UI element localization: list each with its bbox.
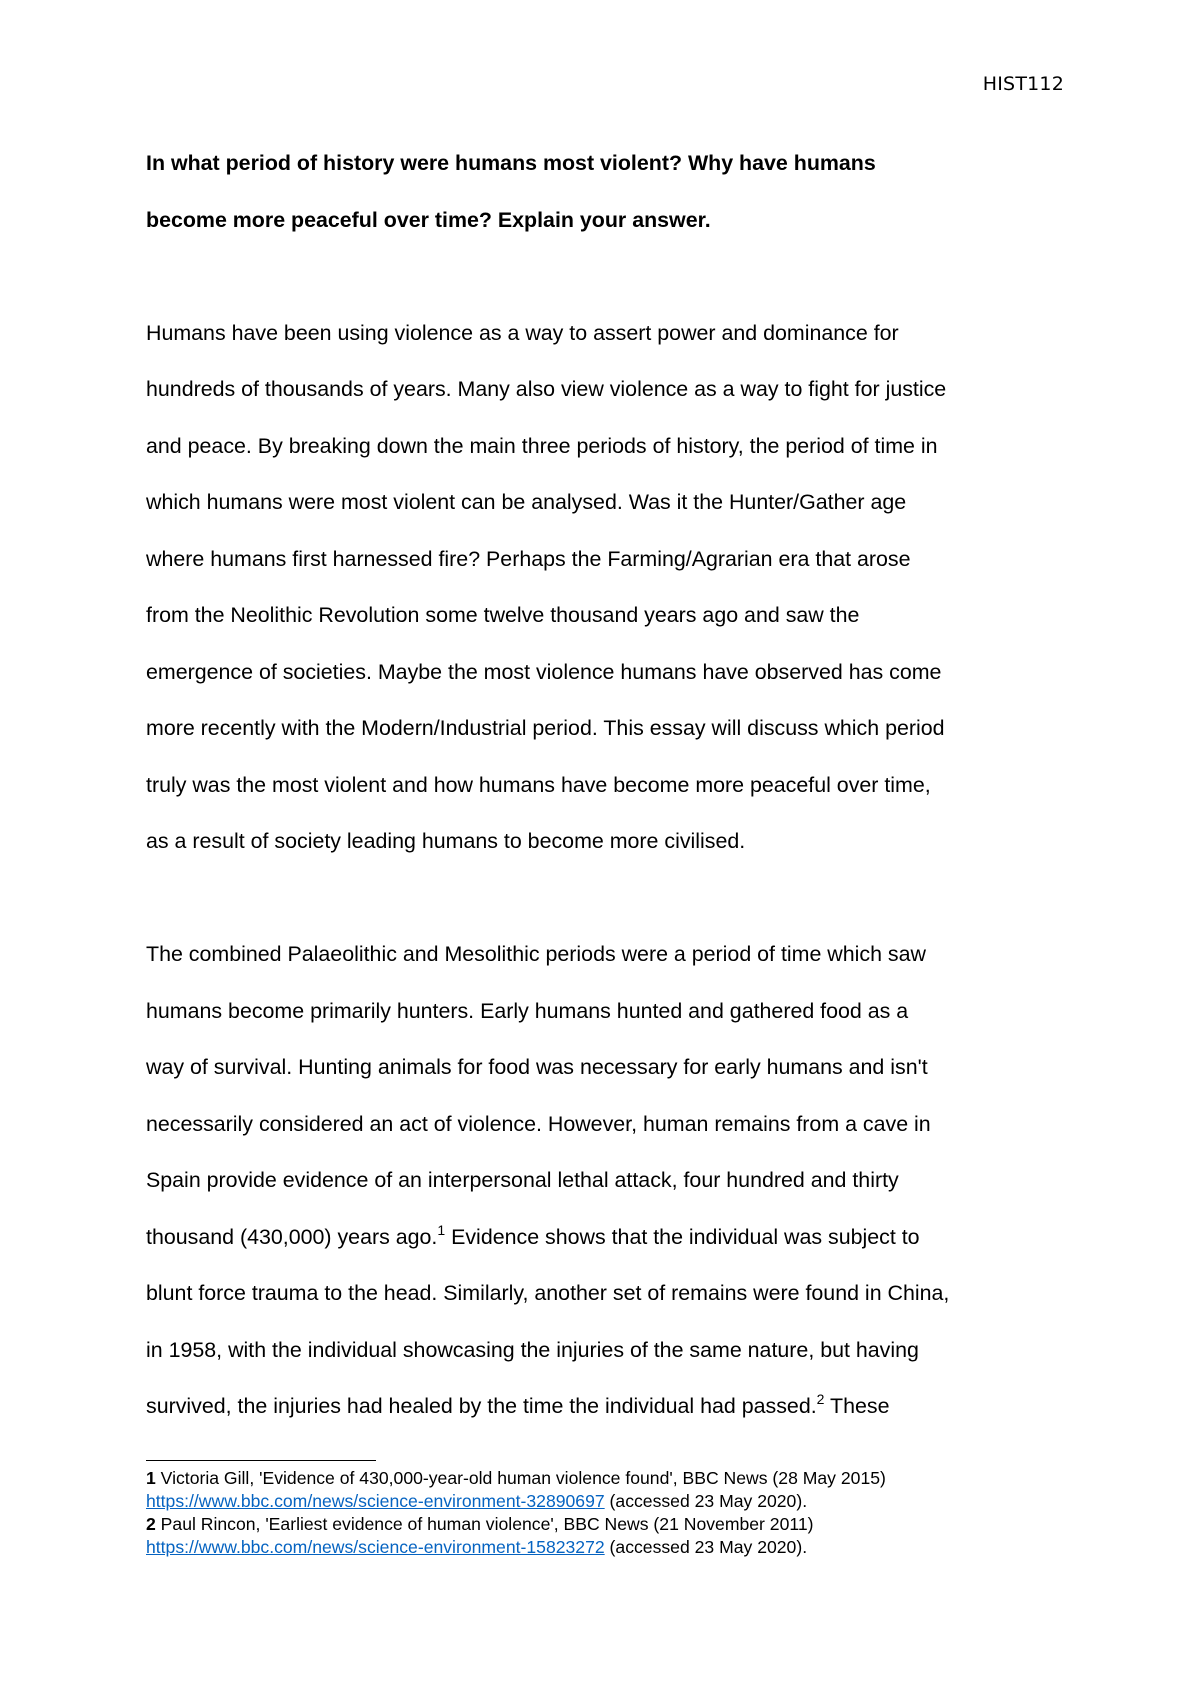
footnote-accessed: (accessed 23 May 2020).	[604, 1491, 808, 1511]
footnote-citation: Paul Rincon, 'Earliest evidence of human violence', BBC News (21 November 2011)	[155, 1514, 814, 1534]
footnote-1-source	[146, 1490, 1066, 1513]
footnote-number: 2	[146, 1514, 156, 1534]
paragraph-line: way of survival. Hunting animals for food was necessary for early humans and isn't	[146, 1055, 928, 1079]
footnote-link[interactable]: https://www.bbc.com/news/science-environment-15823272	[146, 1537, 605, 1557]
footnote-2-source	[146, 1536, 1066, 1559]
footnote-ref-2[interactable]: 2	[816, 1391, 825, 1407]
paragraph-line: in 1958, with the individual showcasing the injuries of the same nature, but having	[146, 1337, 919, 1362]
paragraph-palaeolithic	[146, 926, 1066, 1435]
paragraph-line: Spain provide evidence of an interpersonal lethal attack, four hundred and thirty	[146, 1168, 899, 1192]
footnote-citation: Victoria Gill, 'Evidence of 430,000-year-old human violence found', BBC News (28 May 2015)	[155, 1468, 886, 1488]
paragraph-line: emergence of societies. Maybe the most violence humans have observed has come	[146, 659, 942, 684]
paragraph-line: which humans were most violent can be analysed. Was it the Hunter/Gather age	[146, 490, 907, 514]
paragraph-introduction	[146, 305, 1066, 870]
footnote-ref-1[interactable]: 1	[437, 1221, 446, 1238]
paragraph-line: from the Neolithic Revolution some twelve thousand years ago and saw the	[146, 603, 860, 627]
paragraph-line: truly was the most violent and how humans have become more peaceful over time,	[146, 772, 931, 797]
footnotes	[146, 1467, 1066, 1559]
paragraph-line: survived, the injuries had healed by the time the individual had passed.	[146, 1394, 817, 1418]
footnote-number: 1	[146, 1468, 156, 1488]
footnote-1	[146, 1467, 1066, 1490]
paragraph-line: Evidence shows that the individual was subject to	[445, 1224, 920, 1249]
paragraph-line: more recently with the Modern/Industrial period. This essay will discuss which period	[146, 716, 945, 740]
paragraph-line: thousand (430,000) years ago.	[146, 1224, 438, 1249]
paragraph-line: The combined Palaeolithic and Mesolithic periods were a period of time which saw	[146, 942, 926, 966]
paragraph-line: Humans have been using violence as a way to assert power and dominance for	[146, 320, 899, 345]
paragraph-line: and peace. By breaking down the main three periods of history, the period of time in	[146, 433, 938, 458]
paragraph-line: as a result of society leading humans to become more civilised.	[146, 829, 746, 853]
course-code-header: HIST112	[982, 73, 1064, 95]
footnote-link[interactable]: https://www.bbc.com/news/science-environment-32890697	[146, 1491, 605, 1511]
paragraph-line: necessarily considered an act of violence. However, human remains from a cave in	[146, 1111, 931, 1136]
footnote-2	[146, 1513, 1066, 1536]
essay-question	[146, 135, 1066, 248]
paragraph-line: humans become primarily hunters. Early humans hunted and gathered food as a	[146, 998, 909, 1023]
question-line-2: become more peaceful over time? Explain your answer.	[146, 207, 711, 232]
paragraph-line: where humans first harnessed fire? Perhaps the Farming/Agrarian era that arose	[146, 546, 911, 571]
footnote-separator	[146, 1460, 376, 1461]
essay-body	[146, 135, 1066, 1435]
paragraph-line: hundreds of thousands of years. Many also view violence as a way to fight for justice	[146, 377, 947, 401]
question-line-1: In what period of history were humans most violent? Why have humans	[146, 151, 876, 175]
footnote-accessed: (accessed 23 May 2020).	[604, 1537, 808, 1557]
paragraph-line: blunt force trauma to the head. Similarly, another set of remains were found in China,	[146, 1281, 950, 1305]
paragraph-line: These	[824, 1394, 890, 1418]
